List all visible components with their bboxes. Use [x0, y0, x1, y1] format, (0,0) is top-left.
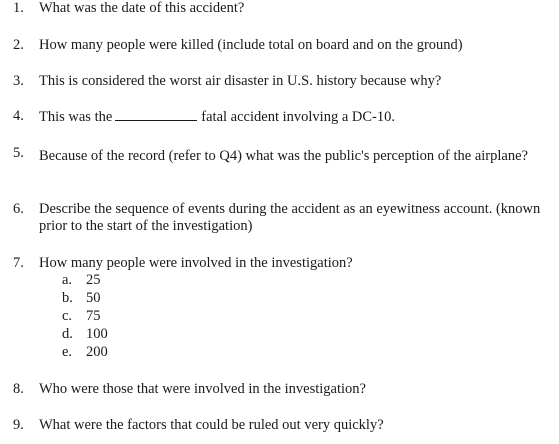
option-letter: a. [62, 272, 73, 288]
option-value: 25 [86, 272, 101, 288]
question-text: Because of the record (refer to Q4) what was the public's perception of the airplane? [39, 148, 528, 164]
option-value: 75 [86, 308, 101, 324]
question-text-before: This was the [39, 109, 113, 125]
question-number: 3. [13, 73, 24, 89]
question-text: How many people were involved in the investigation? [39, 255, 353, 271]
option-value: 50 [86, 290, 101, 306]
question-number: 6. [13, 201, 24, 217]
option-e [62, 344, 108, 361]
option-letter: d. [62, 326, 73, 342]
question-text: Describe the sequence of events during the accident as an eyewitness account. (known prior to the start of the investigation) [39, 201, 541, 234]
question-number: 9. [13, 417, 24, 433]
option-value: 100 [86, 326, 108, 342]
question-text: What were the factors that could be ruled out very quickly? [39, 417, 384, 433]
option-c [62, 308, 101, 325]
option-d [62, 326, 108, 343]
fill-in-blank [115, 108, 197, 121]
question-text-after: fatal accident involving a DC-10. [201, 109, 395, 125]
question-text: What was the date of this accident? [39, 0, 245, 16]
option-b [62, 290, 101, 307]
question-number: 1. [13, 0, 24, 16]
option-letter: c. [62, 308, 73, 324]
question-text [39, 108, 554, 126]
question-number: 2. [13, 37, 24, 53]
question-number: 7. [13, 255, 24, 271]
question-text: How many people were killed (include total on board and on the ground) [39, 37, 463, 53]
question-number: 5. [13, 145, 24, 161]
option-letter: b. [62, 290, 73, 306]
question-text: This is considered the worst air disaster in U.S. history because why? [39, 73, 442, 89]
option-letter: e. [62, 344, 73, 360]
question-number: 8. [13, 381, 24, 397]
option-a [62, 272, 101, 289]
question-text: Who were those that were involved in the investigation? [39, 381, 366, 397]
option-value: 200 [86, 344, 108, 360]
question-number: 4. [13, 108, 24, 124]
